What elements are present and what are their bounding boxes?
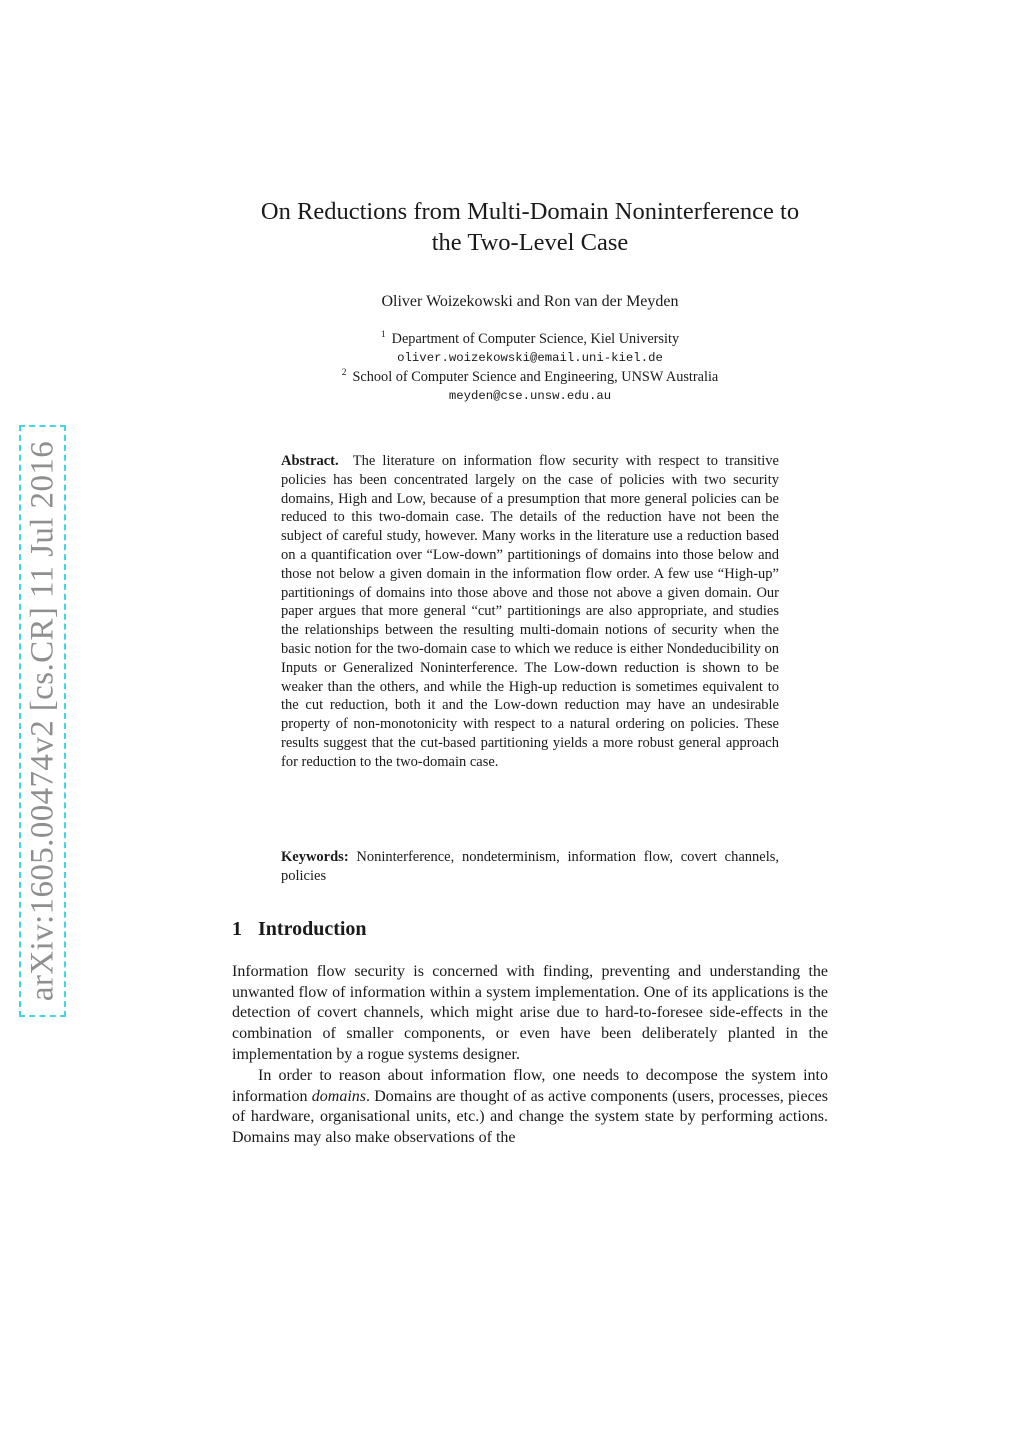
author-email-1: oliver.woizekowski@email.uni-kiel.de <box>397 351 663 365</box>
arxiv-stamp <box>19 425 66 1017</box>
paper-title <box>232 196 828 258</box>
affiliation-name-2: School of Computer Science and Engineering, UNSW Australia <box>352 369 719 385</box>
keywords <box>281 848 779 886</box>
emphasized-term: domains <box>311 1087 366 1105</box>
author-list: Oliver Woizekowski and Ron van der Meyden <box>381 293 679 310</box>
section-title: Introduction <box>258 918 367 940</box>
title-line-1: On Reductions from Multi-Domain Noninterference to <box>260 198 800 225</box>
keywords-text: Noninterference, nondeterminism, information flow, covert channels, policies <box>281 849 780 884</box>
abstract-label: Abstract. <box>281 453 339 469</box>
affiliation-marker-2: 2 <box>341 368 347 378</box>
title-line-2: the Two-Level Case <box>431 229 629 256</box>
affiliation-1 <box>232 330 828 348</box>
intro-paragraph-2 <box>232 1066 828 1149</box>
abstract <box>281 452 779 772</box>
keywords-label: Keywords: <box>281 849 349 865</box>
intro-paragraph-2-start: In order to reason about information flow, one needs to decompose the system into information <box>232 1067 828 1105</box>
section-heading <box>232 918 367 941</box>
abstract-text: The literature on information flow security with respect to transitive policies has been concentrated largely on the case of policies with two security domains, High and Low, because of a presumption that more general policies can be reduced to this two-domain case. The details of the reduction have not been the subject of careful study, however. Many works in the literature use a reduction based on a quantification over “Low-down” partitionings of domains into those below and those not below a given domain in the information flow order. A few use “High-up” partitionings of domains into those above and those not above a given domain. Our paper argues that more general “cut” partitionings are also appropriate, and studies the relationships between the resulting multi-domain notions of security when the basic notion for the two-domain case to which we reduce is either Nondeducibility on Inputs or Generalized Noninterference. The Low-down reduction is shown to be weaker than the others, and while the High-up reduction is sometimes equivalent to the cut reduction, both it and the Low-down reduction may have an undesirable property of non-monotonicity with respect to a natural ordering on policies. These results suggest that the cut-based partitioning yields a more robust general approach for reduction to the two-domain case. <box>281 453 779 770</box>
section-number: 1 <box>232 918 242 940</box>
intro-paragraph-2-end: . Domains are thought of as active components (users, processes, pieces of hardware, organisational units, etc.) and change the system state by performing actions. Domains may also make observations of the <box>232 1087 828 1147</box>
intro-paragraph-1: Information flow security is concerned with finding, preventing and understanding the unwanted flow of information within a system implementation. One of its applications is the detection of covert channels, which might arise due to hard-to-foresee side-effects in the combination of smaller components, or even have been deliberately planted in the implementation by a rogue systems designer. <box>232 963 828 1063</box>
arxiv-identifier: arXiv:1605.00474v2 [cs.CR] 11 Jul 2016 <box>24 440 60 1002</box>
affiliation-marker-1: 1 <box>380 330 386 340</box>
affiliation-2 <box>232 368 828 386</box>
affiliation-name-1: Department of Computer Science, Kiel University <box>391 331 680 347</box>
author-email-2: meyden@cse.unsw.edu.au <box>448 389 612 403</box>
